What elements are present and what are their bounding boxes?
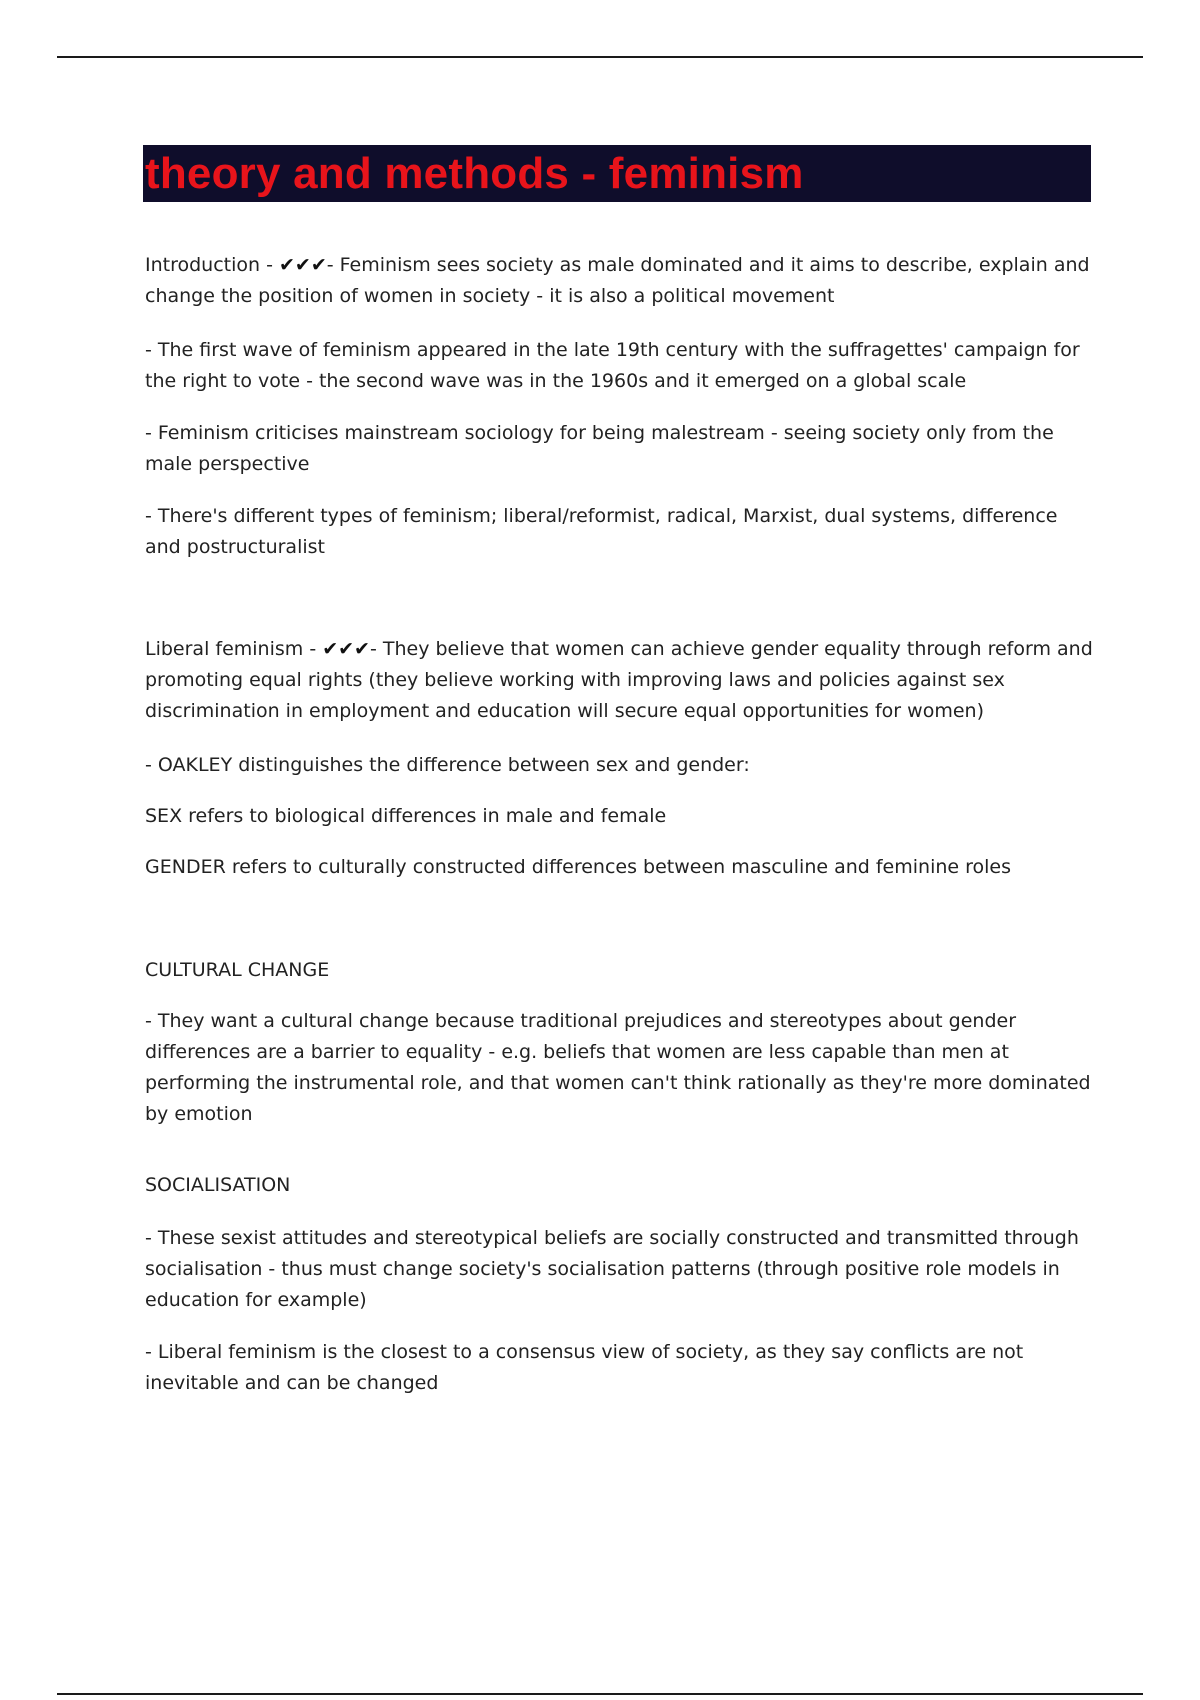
intro-point-first-wave: - The first wave of feminism appeared in the late 19th century with the suffragettes' campaign for the right to vote - the second wave was in the 1960s and it emerged on a global scale [145,339,1080,392]
check-icons: ✔✔✔ [322,638,370,660]
socialisation-point-consensus: - Liberal feminism is the closest to a consensus view of society, as they say conflicts are not inevitable and can be changed [145,1341,1024,1394]
introduction-label: Introduction - [145,254,279,276]
liberal-label: Liberal feminism - [145,638,323,660]
introduction-paragraph [145,250,1095,312]
sex-definition: SEX refers to biological differences in male and female [145,805,667,827]
top-rule [57,56,1143,58]
liberal-feminism-paragraph [145,634,1095,727]
title-banner [143,145,1091,202]
oakley-point: - OAKLEY distinguishes the difference between sex and gender: [145,754,750,776]
cultural-change-heading: CULTURAL CHANGE [145,959,330,981]
socialisation-point-sexist-attitudes: - These sexist attitudes and stereotypical beliefs are socially constructed and transmitted through socialisation - thus must change society's socialisation patterns (through positive role models in education for example) [145,1227,1079,1311]
bottom-rule [57,1693,1143,1695]
liberal-text: - They believe that women can achieve gender equality through reform and promoting equal rights (they believe working with improving laws and policies against sex discrimination in employment and education will secure equal opportunities for women) [145,638,1093,722]
introduction-text: - Feminism sees society as male dominated and it aims to describe, explain and change the position of women in society - it is also a political movement [145,254,1090,307]
check-icons: ✔✔✔ [279,254,327,276]
gender-definition: GENDER refers to culturally constructed differences between masculine and feminine roles [145,856,1012,878]
cultural-change-text: - They want a cultural change because traditional prejudices and stereotypes about gender differences are a barrier to equality - e.g. beliefs that women are less capable than men at performing the instrumental role, and that women can't think rationally as they're more dominated by emotion [145,1010,1091,1125]
intro-point-types: - There's different types of feminism; liberal/reformist, radical, Marxist, dual systems, difference and postructuralist [145,505,1058,558]
page-title: theory and methods - feminism [145,149,804,198]
socialisation-heading: SOCIALISATION [145,1174,291,1196]
intro-point-malestream: - Feminism criticises mainstream sociology for being malestream - seeing society only from the male perspective [145,422,1054,475]
